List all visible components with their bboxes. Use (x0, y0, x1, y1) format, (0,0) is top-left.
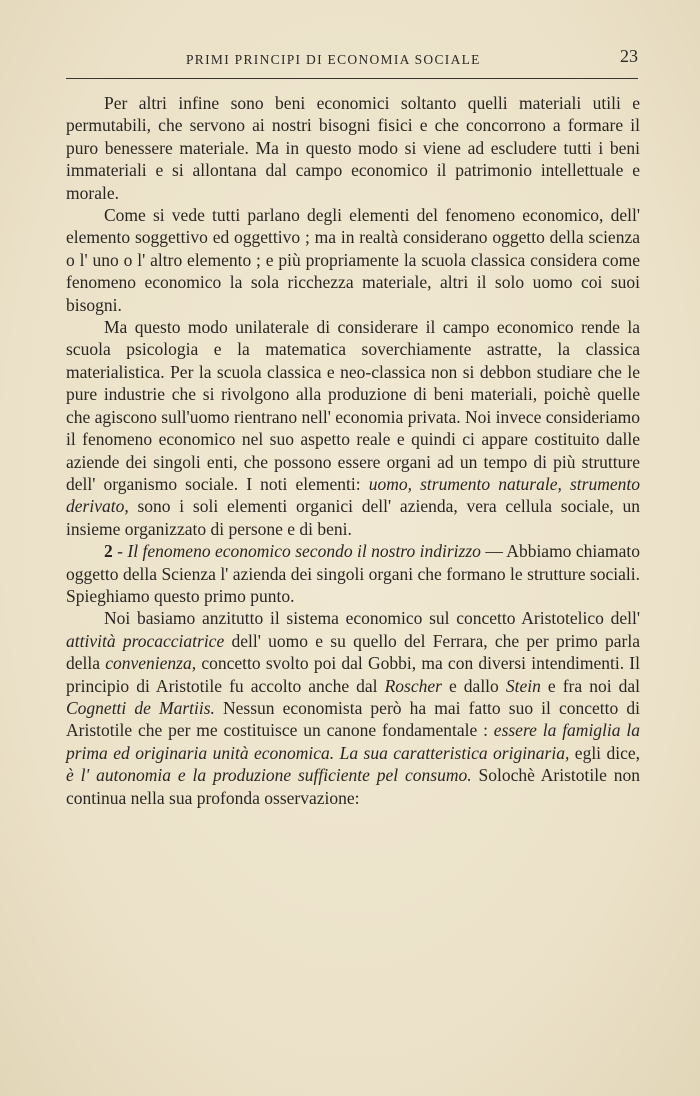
page-header (66, 44, 640, 76)
paragraph-5-italic-5: Cognetti de Martiis. (66, 697, 215, 718)
page-number: 23 (620, 46, 638, 66)
paragraph-3 (66, 316, 640, 540)
header-rule (66, 78, 638, 79)
section-number: 2 (104, 541, 113, 562)
paragraph-1: Per altri infine sono beni economici soltanto quelli materiali utili e permutabili, che servono ai nostri bisogni fisici e che concorrono a formare il puro benessere materiale. Ma in questo modo si viene ad escludere tutti i beni immateriali e si allontana dal campo economico il patrimonio intellettuale e morale. (66, 93, 640, 203)
paragraph-5-text-f: Nessun economista però ha mai fatto suo il concetto di Aristotile che per me costituisce un canone fondamentale : (66, 697, 640, 741)
paragraph-3-italic: uomo, strumento naturale, strumento derivato, (66, 473, 640, 517)
paragraph-5-text-g: egli dice, (569, 742, 640, 763)
paragraph-5-text-b: dell' uomo e su quello del Ferrara, che per primo parla della (66, 630, 640, 674)
paragraph-5-text-a: Noi basiamo anzitutto il sistema economico sul concetto Aristotelico dell' (104, 608, 640, 629)
paragraph-5-italic-4: Stein (505, 675, 541, 696)
paragraph-5-text-c: concetto svolto poi dal Gobbi, ma con diversi intendimenti. Il principio di Aristotile fu accolto anche dal (66, 653, 640, 696)
paragraph-5 (66, 607, 640, 809)
paragraph-5-italic-1: attività procacciatrice (66, 630, 225, 651)
paragraph-4-text: — Abbiamo chiamato oggetto della Scienza l' azienda dei singoli organi che formano le strutture sociali. Spieghiamo questo primo punto. (66, 541, 640, 606)
paragraph-3-text-a: Ma questo modo unilaterale di considerare il campo economico rende la scuola psicologia e la matematica soverchiamente astratte, la classica materialistica. Per la scuola classica e neo-classica non si debbon studiare che le pure industrie che si rivolgono alla produzione di beni materiali, poichè quelle che agiscono sull'uomo rientrano nell' economia privata. Noi invece consideriamo il fenomeno economico nel suo aspetto reale e quindi ci appare costituito dalle aziende dei singoli enti, che possono essere organi ad un tempo di più strutture dell' organismo sociale. I noti elementi: (66, 317, 640, 494)
paragraph-5-text-h: Solochè Aristotile non continua nella sua profonda osservazione: (66, 765, 640, 808)
section-title: - Il fenomeno economico secondo il nostro indirizzo (112, 541, 481, 562)
paragraph-3-text-b: sono i soli elementi organici dell' azienda, vera cellula sociale, un insieme organizzato di persone e di beni. (66, 496, 640, 539)
paragraph-4 (66, 540, 640, 607)
paragraph-2: Come si vede tutti parlano degli elementi del fenomeno economico, dell' elemento soggettivo ed oggettivo ; ma in realtà considerano oggetto della scienza o l' uno o l' altro elemento ; e più propriamente la scuola classica considera come fenomeno economico la sola ricchezza materiale, altri il solo uomo coi suoi bisogni. (66, 205, 640, 315)
paragraph-5-text-d: e dallo (441, 675, 506, 696)
paragraph-5-italic-7: è l' autonomia e la produzione sufficiente pel consumo. (66, 765, 472, 786)
paragraph-5-italic-6: essere la famiglia la prima ed originaria unità economica. La sua caratteristica originaria, (66, 720, 640, 763)
paragraph-5-text-e: e fra noi dal (540, 675, 640, 696)
running-title: PRIMI PRINCIPI DI ECONOMIA SOCIALE (186, 52, 481, 67)
body-text (66, 92, 640, 809)
paragraph-5-italic-2: convenienza, (105, 653, 197, 674)
paragraph-5-italic-3: Roscher (384, 675, 442, 696)
